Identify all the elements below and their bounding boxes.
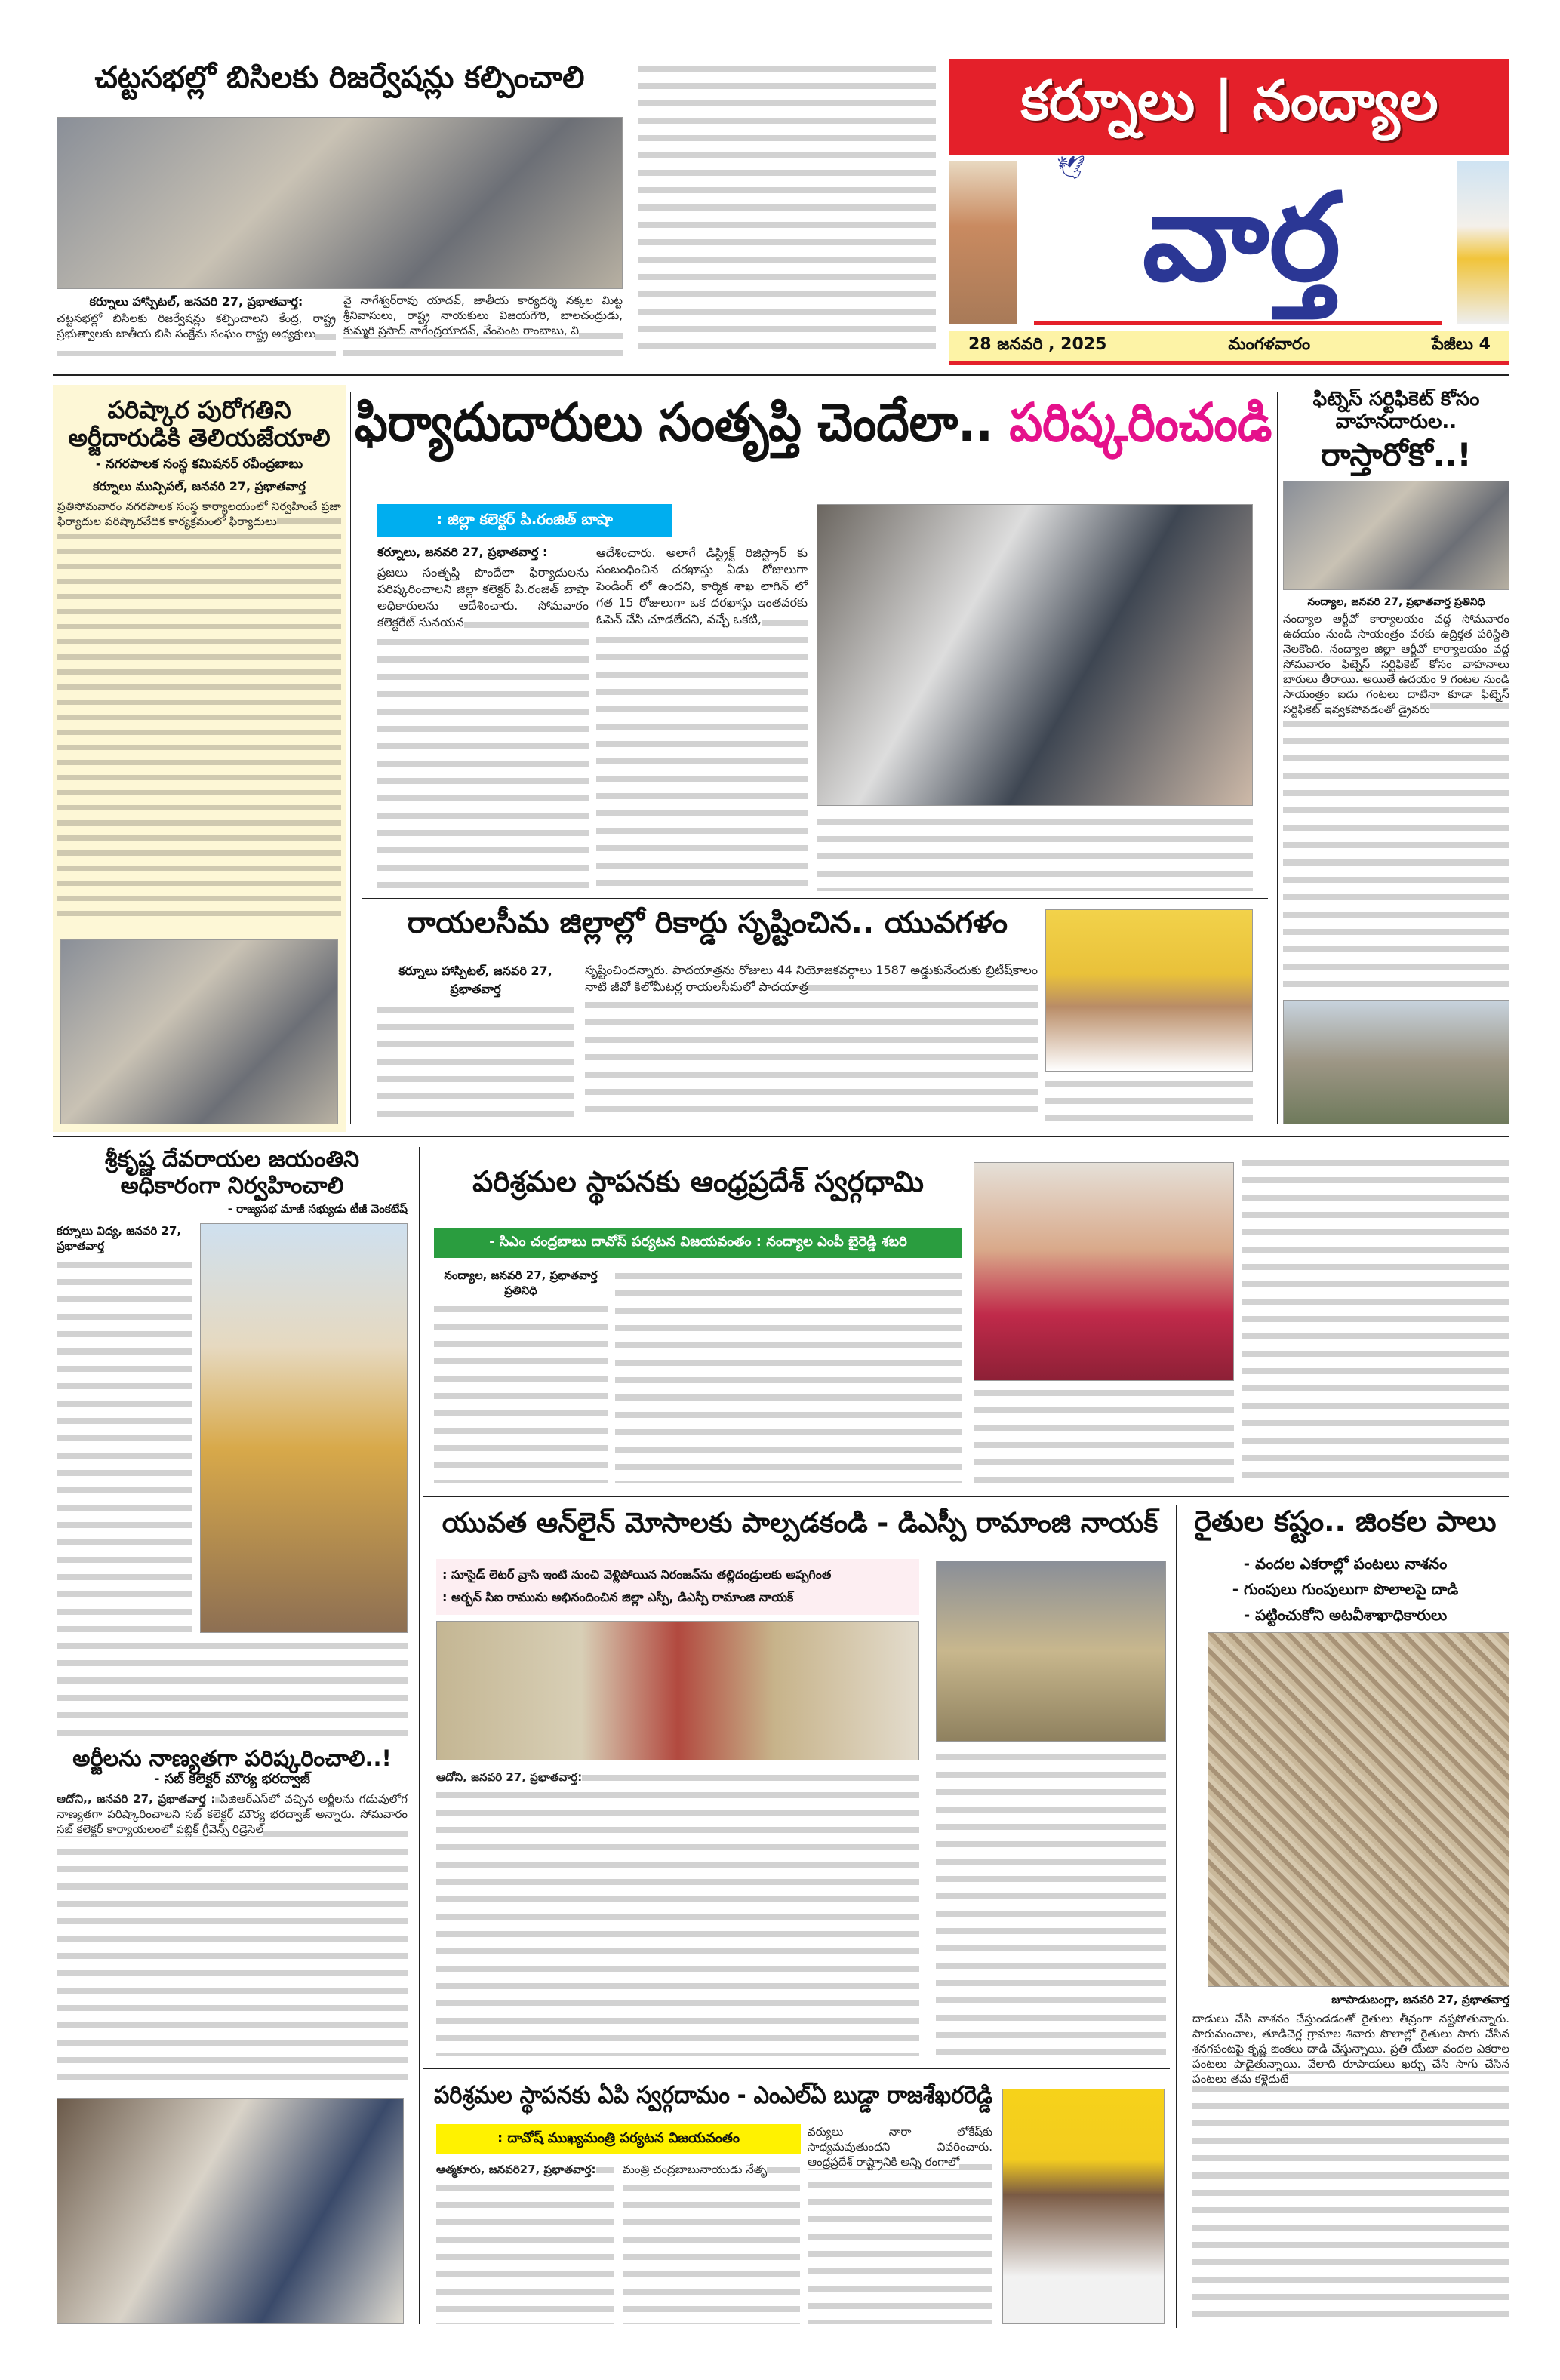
krishnadevaraya-text-col bbox=[57, 1256, 192, 1633]
mla-portrait-photo bbox=[1002, 2089, 1165, 2324]
lead-text-1-content: ప్రజలు సంతృప్తి పొందేలా ఫిర్యాదులను పరిష్కరించాలని జిల్లా కలెక్టర్ పి.రంజిత్ బాషా అధికారులను ఆదేశించారు. సోమవారం కలెక్టరేట్ సునయన bbox=[377, 565, 589, 629]
online-headline: యువత ఆన్‌లైన్ మోసాలకు పాల్పడకండి - డిఎస్పీ రామాంజి నాయక్ bbox=[442, 1508, 1158, 1539]
arjeelu-text bbox=[57, 1791, 408, 2090]
yuvagalam-text-col-2 bbox=[585, 962, 1038, 1121]
yuvagalam-text-col-1 bbox=[377, 1001, 574, 1121]
budda-tagline: : దావోష్ ముఖ్యమంత్రి పర్యటన విజయవంతం bbox=[497, 2129, 740, 2146]
column-rule bbox=[419, 1147, 420, 2324]
lead-text-2-content: ఆదేశించారు. అలాగే డిస్ట్రిక్ట్ రిజిస్ట్రార్ కు సంబంధించిన దరఖాస్తు ఏడు రోజులుగా పెండింగ్ లో ఉందని, కార్మిక శాఖ లాగిన్ లో గత 15 రోజులుగా ఒక దరఖాస్తు ఇంతవరకు ఓపెన్ చేసి చూడలేదని, వచ్చే ఒకటి, bbox=[596, 546, 808, 626]
rasta-dateline: నంద్యాల, జనవరి 27, ప్రభాతవార్త ప్రతినిధి bbox=[1307, 596, 1485, 609]
rasta-headline-2: రాస్తారోకో..! bbox=[1321, 435, 1472, 473]
krishnadevaraya-text-bottom bbox=[57, 1637, 408, 1743]
masthead-dateline-bar bbox=[949, 331, 1509, 365]
arjeelu-headline: అర్జీలను నాణ్యతగా పరిష్కరించాలి..! bbox=[72, 1746, 392, 1771]
lead-dateline: కర్నూలు, జనవరి 27, ప్రభాతవార్త : bbox=[377, 545, 548, 559]
krishnadevaraya-row bbox=[57, 1223, 408, 1633]
bc-protest-photo bbox=[57, 117, 623, 289]
krishnadevaraya-subhead: - రాజ్యసభ మాజీ సభ్యుడు టీజీ వెంకటేష్ bbox=[227, 1202, 408, 1216]
industry-text-col-3 bbox=[1242, 1155, 1509, 1483]
masthead-edition: కర్నూలు | నంద్యాల bbox=[1020, 69, 1438, 132]
story-divider bbox=[362, 898, 1268, 899]
online-text bbox=[436, 1770, 919, 2056]
bc-text-1 bbox=[57, 311, 336, 356]
jinka-headline: రైతుల కష్టం.. జింకల పాలు bbox=[1194, 1505, 1497, 1538]
arjeelu-story bbox=[57, 1746, 408, 2090]
bc-headline: చట్టసభల్లో బిసిలకు రిజర్వేషన్లు కల్పించాలి bbox=[94, 60, 585, 95]
jinka-text bbox=[1192, 2011, 1509, 2324]
industry-text-col-1 bbox=[434, 1301, 608, 1483]
budda-headline: పరిశ్రమల స్థాపనకు ఏపి స్వర్గదామం - ఎంఎల్ఏ బుడ్డా రాజశేఖరరెడ్డి bbox=[434, 2080, 993, 2109]
issue-day: మంగళవారం bbox=[1228, 334, 1311, 354]
section-divider bbox=[53, 1136, 1509, 1137]
rasta-story bbox=[1283, 389, 1509, 1124]
yuvagalam-col-1 bbox=[377, 962, 574, 1121]
municipal-subhead: - నగరపాలక సంస్థ కమిషనర్ రవీంద్రబాబు bbox=[95, 456, 303, 472]
yuvagalam-photo-caption bbox=[1045, 1075, 1253, 1121]
bc-text-column bbox=[638, 60, 936, 356]
rasta-text-content: నంద్యాల ఆర్టీవో కార్యాలయం వద్ద సోమవారం ఉదయం నుండి సాయంత్రం వరకు ఉద్రిక్తత పరిస్థితి నెలకొంది. నంద్యాల జిల్లా ఆర్టీవో కార్యాలయం వద్ద సోమవారం ఫిట్నెస్ సర్టిఫికెట్ కోసం వాహనాలు బారులు తీరాయి. అయితే ఉదయం 9 గంటల నుండి సాయంత్రం ఐదు గంటలు దాటినా కూడా ఫిట్నెస్ సర్టిఫికెట్ ఇవ్వకపోవడంతో డ్రైవరు bbox=[1283, 612, 1509, 717]
budda-dateline: ఆత్మకూరు, జనవరి27, ప్రభాతవార్త: bbox=[436, 2163, 596, 2176]
krishnadevaraya-story bbox=[57, 1147, 408, 1743]
arjeelu-subhead: - సబ్ కలెక్టర్ మౌర్య భరద్వాజ్ bbox=[154, 1771, 310, 1788]
jinka-text-content: దాడులు చేసి నాశనం చేస్తుండడంతో రైతులు తీవ్రంగా నష్టపోతున్నారు. పారుమంచాల, తూడిచెర్ల గ్రామాల శివారు పొలాల్లో రైతులు సాగు చేసిన శనగపంటపై కృష్ణ జింకలు దాడి చేస్తున్నాయి. ప్రతి యేటా వందల ఎకరాల పంటలు పాడైతున్నాయి. వేలాది రూపాయలు ఖర్చు చేసి సాగు చేసిన పంటలు తమ కళ్లెదుటే bbox=[1192, 2012, 1509, 2086]
industry-headline: పరిశ్రమల స్థాపనకు ఆంధ్రప్రదేశ్ స్వర్గధామి bbox=[472, 1165, 924, 1198]
rasta-headline-1: ఫిట్నెస్ సర్టిఫికెట్ కోసం వాహనదారుల.. bbox=[1312, 389, 1480, 433]
krishnadevaraya-dateline: కర్నూలు విద్య, జనవరి 27, ప్రభాతవార్త bbox=[57, 1224, 182, 1253]
industry-tagline: - సిఎం చంద్రబాబు దావోస్ పర్యటన విజయవంతం : నంద్యాల ఎంపీ బైరెడ్డి శబరి bbox=[489, 1233, 907, 1250]
column-rule bbox=[1277, 392, 1278, 1124]
online-photo-caption bbox=[936, 1749, 1166, 2055]
municipal-text-content: ప్రతిసోమవారం నగరపాలక సంస్థ కార్యాలయంలో నిర్వహించే ప్రజా ఫిర్యాదుల పరిష్కారవేదిక కార్యక్రమంలో ఫిర్యాదులు bbox=[57, 499, 341, 528]
bc-dateline: కర్నూలు హాస్పిటల్, జనవరి 27, ప్రభాతవార్త: bbox=[89, 294, 303, 309]
yuvagalam-dateline: కర్నూలు హాస్పిటల్, జనవరి 27, ప్రభాతవార్త bbox=[398, 964, 552, 996]
industry-tagline-bar bbox=[434, 1228, 962, 1258]
budda-text-1-content: మంత్రి చంద్రబాబునాయుడు నేతృ bbox=[623, 2163, 768, 2176]
vehicles-queue-photo bbox=[1283, 1000, 1509, 1124]
yuvagalam-text-content: సృష్టించిందన్నారు. పాదయాత్రను రోజులు 44 నియోజకవర్గాలు 1587 అడ్డుకునేందుకు బ్రిటీష్‌కాలం నాటి జీవో కిలోమీటర్ల రాయలసీమలో పాదయాత్ర bbox=[585, 963, 1038, 994]
bc-text-2 bbox=[343, 293, 623, 356]
jinka-bullet: - గుంపులు గుంపులుగా పొలాలపై దాడి bbox=[1232, 1580, 1459, 1598]
column-rule bbox=[1176, 1505, 1177, 2328]
lead-headline-pink: పరిష్కరించండి bbox=[1009, 392, 1272, 454]
grievance-meeting-photo bbox=[817, 504, 1253, 806]
municipal-story-box bbox=[53, 385, 346, 1132]
lead-text-col-2 bbox=[596, 545, 808, 891]
municipal-headline: పరిష్కార పురోగతిని అర్జీదారుడికి తెలియజేయాలి bbox=[68, 395, 331, 452]
yuvagalam-headline: రాయలసీమ జిల్లాల్లో రికార్డు సృష్టించిన.. యువగళం bbox=[407, 906, 1008, 940]
budda-text-2-content: వర్యులు నారా లోకేష్‌కు సాధ్యమవుతుందని వివరించారు. ఆంధ్రప్రదేశ్ రాష్ట్రానికి అన్ని రంగాలో bbox=[808, 2125, 992, 2169]
page-count: పేజీలు 4 bbox=[1432, 334, 1491, 354]
commissioner-photo bbox=[60, 939, 338, 1124]
online-bullet: : సూసైడ్ లెటర్ వ్రాసి ఇంటి నుంచి వెళ్లిపోయిన నిరంజన్‌ను తల్లిదండ్రులకు అప్పగింత bbox=[442, 1567, 832, 1582]
municipal-dateline: కర్నూలు మున్సిపల్, జనవరి 27, ప్రభాతవార్త bbox=[93, 478, 306, 494]
jinka-bullet: - పట్టించుకోని అటవీశాఖాధికారులు bbox=[1243, 1606, 1448, 1624]
section-divider bbox=[53, 374, 1509, 376]
industry-photo-caption bbox=[974, 1385, 1234, 1483]
lead-headline-black: ఫిర్యాదుదారులు సంతృప్తి చెందేలా.. bbox=[355, 392, 993, 454]
section-divider bbox=[423, 2068, 1170, 2069]
krishnadevaraya-col bbox=[57, 1223, 192, 1633]
municipal-text bbox=[57, 499, 341, 924]
budda-text-col-3 bbox=[808, 2124, 992, 2324]
online-bullet: : అర్బన్ సిఐ రామును అభినందించిన జిల్లా ఎస్పీ, డిఎస్పీ రామాంజి నాయక్ bbox=[442, 1590, 794, 1604]
lead-headline bbox=[355, 392, 1272, 454]
dsp-press-meet-photo bbox=[936, 1561, 1166, 1742]
lead-photo-caption bbox=[817, 813, 1253, 891]
arjeelu-dateline: ఆదోని,, జనవరి 27, ప్రభాతవార్త : bbox=[57, 1792, 216, 1807]
statue-garlanding-photo bbox=[200, 1223, 408, 1633]
column-rule bbox=[350, 392, 351, 1124]
online-bullets bbox=[436, 1559, 919, 1615]
budda-text-col-2 bbox=[623, 2162, 800, 2324]
issue-date: 28 జనవరి , 2025 bbox=[968, 334, 1107, 354]
industry-text-col-2 bbox=[615, 1268, 962, 1483]
krishnadevaraya-headline: శ్రీకృష్ణ దేవరాయల జయంతిని అధికారంగా నిర్వహించాలి bbox=[104, 1147, 360, 1199]
lead-text-col-1 bbox=[377, 564, 589, 891]
sub-collector-grievance-photo bbox=[57, 2098, 404, 2324]
mp-portrait-photo bbox=[974, 1162, 1234, 1381]
rasta-roko-photo bbox=[1283, 481, 1509, 590]
bc-text-2-content: వై నాగేశ్వర్‌రావు యాదవ్, జాతీయ కార్యదర్శి నక్కల మిట్ట శ్రీనివాసులు, రాష్ట్ర నాయకులు విజయగౌరి, బాలచంద్రుడు, కుమ్మరి ప్రసాద్ నాగేంద్రయాదవ్, వేంపెంట రాంబాబు, వి bbox=[343, 294, 623, 337]
lead-tagline-bar bbox=[377, 504, 672, 537]
dove-icon: 🕊 bbox=[1057, 155, 1086, 181]
section-divider bbox=[423, 1496, 1509, 1497]
budda-tagline-bar bbox=[436, 2124, 801, 2154]
rasta-text bbox=[1283, 611, 1509, 995]
bc-text-1-content: చట్టసభల్లో బిసిలకు రిజర్వేషన్లు కల్పించాలని కేంద్ర, రాష్ట్ర ప్రభుత్వాలకు జాతీయ బిసి సంక్షేమ సంఘం రాష్ట్ర అధ్యక్షులు bbox=[57, 312, 336, 340]
nandi-bull-image bbox=[1457, 161, 1509, 324]
arjeelu-text-content: పిజిఆర్ఎస్‌లో వచ్చిన అర్జీలను గడువులోగ నాణ్యతగా పరిష్కారించాలని సబ్ కలెక్టర్ మౌర్య భరద్వాజ్ అన్నారు. సోమవారం సబ్ కలెక్టర్ కార్యాయలంలో పబ్లిక్ గ్రీవెన్స్ రిడ్రెసెల్ bbox=[57, 1792, 408, 1837]
leader-portrait-photo bbox=[1045, 909, 1253, 1072]
crop-field-photo bbox=[1208, 1632, 1509, 1987]
jinka-dateline: జూపాడుబంగ్లా, జనవరి 27, ప్రభాతవార్త bbox=[1331, 1993, 1509, 2006]
police-handover-photo bbox=[436, 1621, 919, 1760]
industry-col-1 bbox=[434, 1268, 608, 1483]
logo-underline bbox=[1034, 321, 1442, 325]
lead-tagline: : జిల్లా కలెక్టర్ పి.రంజిత్ బాషా bbox=[436, 509, 613, 528]
jinka-bullets bbox=[1181, 1551, 1509, 1628]
budda-text-col-1 bbox=[436, 2162, 614, 2324]
industry-dateline: నంద్యాల, జనవరి 27, ప్రభాతవార్త ప్రతినిధి bbox=[444, 1268, 598, 1297]
masthead-logo: వార్త bbox=[1142, 167, 1341, 308]
masthead-edition-banner bbox=[949, 59, 1509, 155]
jinka-bullet: - వందల ఎకరాల్లో పంటలు నాశనం bbox=[1243, 1554, 1448, 1573]
fort-image bbox=[949, 161, 1017, 324]
online-dateline: ఆదోని, జనవరి 27, ప్రభాతవార్త: bbox=[436, 1770, 583, 1784]
